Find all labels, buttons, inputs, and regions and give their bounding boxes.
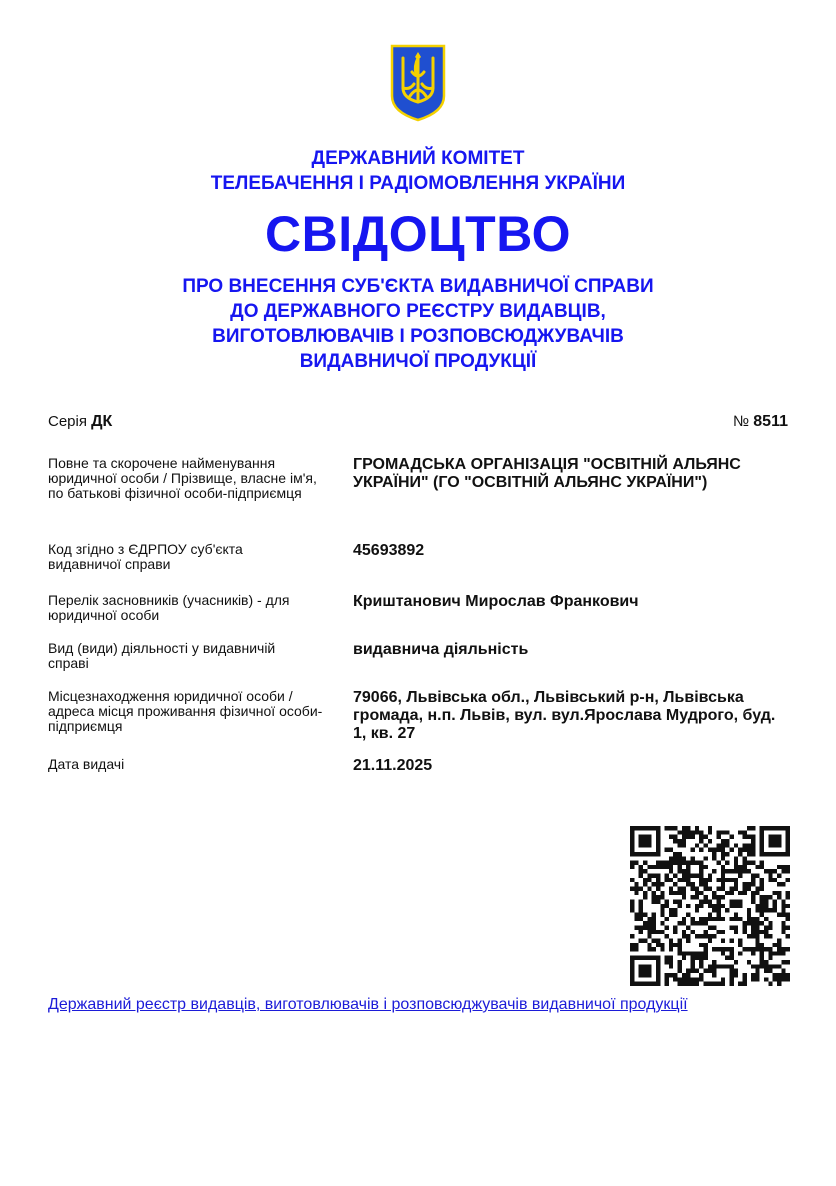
field-label: Код згідно з ЄДРПОУ суб'єкта видавничої справи: [48, 541, 243, 572]
field-value: 79066, Львівська обл., Львівський р-н, Львівська громада, н.п. Львів, вул. вул.Ярослава Мудрого, буд. 1, кв. 27: [353, 689, 776, 742]
document-subtitle: [0, 274, 836, 374]
field-label: Вид (види) діяльності у видавничій справі: [48, 640, 276, 671]
field-row-address: [48, 688, 788, 742]
number-value: 8511: [753, 413, 788, 430]
field-row-name: [48, 456, 788, 524]
field-label: Дата видачі: [48, 756, 125, 772]
document-title: СВІДОЦТВО: [265, 206, 571, 262]
subtitle-line-3: ВИГОТОВЛЮВАЧІВ І РОЗПОВСЮДЖУВАЧІВ: [212, 326, 624, 347]
number-label: №: [733, 413, 750, 430]
field-label: Перелік засновників (учасників) - для юридичної особи: [48, 592, 290, 623]
org-line-1: ДЕРЖАВНИЙ КОМІТЕТ: [311, 148, 525, 169]
registry-link[interactable]: Державний реєстр видавців, виготовлювачів і розповсюджувачів видавничої продукції: [48, 996, 688, 1013]
field-value: Криштанович Мирослав Франкович: [353, 593, 639, 610]
trident-coat-of-arms-icon: [390, 44, 446, 122]
subtitle-line-1: ПРО ВНЕСЕННЯ СУБ'ЄКТА ВИДАВНИЧОЇ СПРАВИ: [182, 276, 654, 297]
field-label: Повне та скорочене найменування юридичної особи / Прізвище, власне ім'я, по батькові фізичної особи-підприємця: [48, 455, 317, 501]
subtitle-line-2: ДО ДЕРЖАВНОГО РЕЄСТРУ ВИДАВЦІВ,: [230, 301, 606, 322]
field-row-activity: [48, 641, 788, 671]
field-value: ГРОМАДСЬКА ОРГАНІЗАЦІЯ "ОСВІТНІЙ АЛЬЯНС УКРАЇНИ" (ГО "ОСВІТНІЙ АЛЬЯНС УКРАЇНИ"): [353, 456, 741, 491]
org-line-2: ТЕЛЕБАЧЕННЯ І РАДІОМОВЛЕННЯ УКРАЇНИ: [210, 173, 626, 194]
field-row-issue-date: [48, 757, 788, 777]
subtitle-line-4: ВИДАВНИЧОЇ ПРОДУКЦІЇ: [299, 351, 537, 372]
series-value: ДК: [91, 413, 113, 430]
certificate-number: [733, 413, 788, 431]
field-row-edrpou: [48, 542, 788, 575]
issuing-organization: [0, 146, 836, 196]
field-row-founders: [48, 593, 788, 623]
certificate-fields: [48, 456, 788, 795]
series-label: Серія: [48, 413, 87, 430]
field-value: 21.11.2025: [353, 757, 433, 774]
series: [48, 413, 112, 431]
field-value: 45693892: [353, 542, 425, 559]
field-label: Місцезнаходження юридичної особи / адреса місця проживання фізичної особи-підприємця: [48, 688, 323, 734]
qr-code-icon[interactable]: [630, 826, 790, 986]
field-value: видавнича діяльність: [353, 641, 529, 658]
